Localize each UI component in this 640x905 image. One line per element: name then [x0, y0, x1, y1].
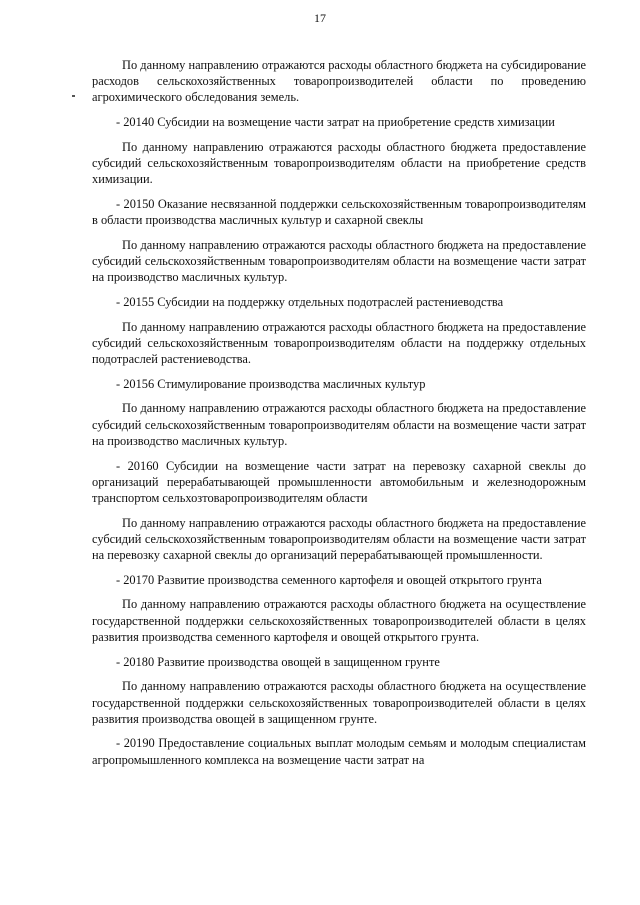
paragraph-description: По данному направлению отражаются расходы областного бюджета на предоставление субсидий сельскохозяйственным товаропроизводителям области на возмещение части затрат на перевозку сахарной свеклы до организаций перерабатывающей промышленности.	[92, 515, 586, 563]
paragraph-code-20160: - 20160 Субсидии на возмещение части затрат на перевозку сахарной свеклы до организаций перерабатывающей промышленности автомобильным и железнодорожным транспортом сельхозтоваропроизводителям области	[92, 458, 586, 505]
paragraph-description: По данному направлению отражаются расходы областного бюджета на предоставление субсидий сельскохозяйственным товаропроизводителям области на возмещение части затрат на производство масличных культур.	[92, 237, 586, 285]
paragraph-description: По данному направлению отражаются расходы областного бюджета на осуществление государственной поддержки сельскохозяйственных товаропроизводителей области в целях развития производства семенного картофеля и овощей открытого грунта.	[92, 597, 586, 644]
paragraph-description: По данному направлению отражаются расходы областного бюджета на осуществление государственной поддержки сельскохозяйственных товаропроизводителей области в целях развития производства овощей в защищенном грунте.	[92, 679, 586, 726]
scan-artifact	[72, 95, 75, 97]
paragraph-description: По данному направлению отражаются расходы областного бюджета предоставление субсидий сельскохозяйственным товаропроизводителям области на приобретение средств химизации.	[92, 139, 586, 187]
paragraph-code-20180: - 20180 Развитие производства овощей в защищенном грунте	[116, 654, 440, 669]
paragraph-description: По данному направлению отражаются расходы областного бюджета на предоставление субсидий сельскохозяйственным товаропроизводителям области на возмещение части затрат на производство масличных культур.	[92, 401, 586, 448]
paragraph-description: По данному направлению отражаются расходы областного бюджета на предоставление субсидий сельскохозяйственным товаропроизводителям области на поддержку отдельных подотраслей растениеводства.	[92, 319, 586, 367]
paragraph-code-20140: - 20140 Субсидии на возмещение части затрат на приобретение средств химизации	[116, 115, 555, 130]
paragraph-code-20156: - 20156 Стимулирование производства масличных культур	[116, 376, 426, 391]
paragraph-code-20155: - 20155 Субсидии на поддержку отдельных подотраслей растениеводства	[116, 294, 504, 309]
paragraph-description: По данному направлению отражаются расходы областного бюджета на субсидирование расходов сельскохозяйственных товаропроизводителей области по проведению агрохимического обследования земель.	[92, 58, 586, 105]
paragraph-code-20150: - 20150 Оказание несвязанной поддержки сельскохозяйственным товаропроизводителям в области производства масличных культур и сахарной свеклы	[92, 196, 586, 228]
paragraph-code-20190: - 20190 Предоставление социальных выплат молодым семьям и молодым специалистам агропромышленного комплекса на возмещение части затрат на	[92, 736, 586, 767]
page-number: 17	[314, 11, 326, 25]
document-body	[92, 57, 586, 776]
paragraph-code-20170: - 20170 Развитие производства семенного картофеля и овощей открытого грунта	[116, 572, 542, 587]
